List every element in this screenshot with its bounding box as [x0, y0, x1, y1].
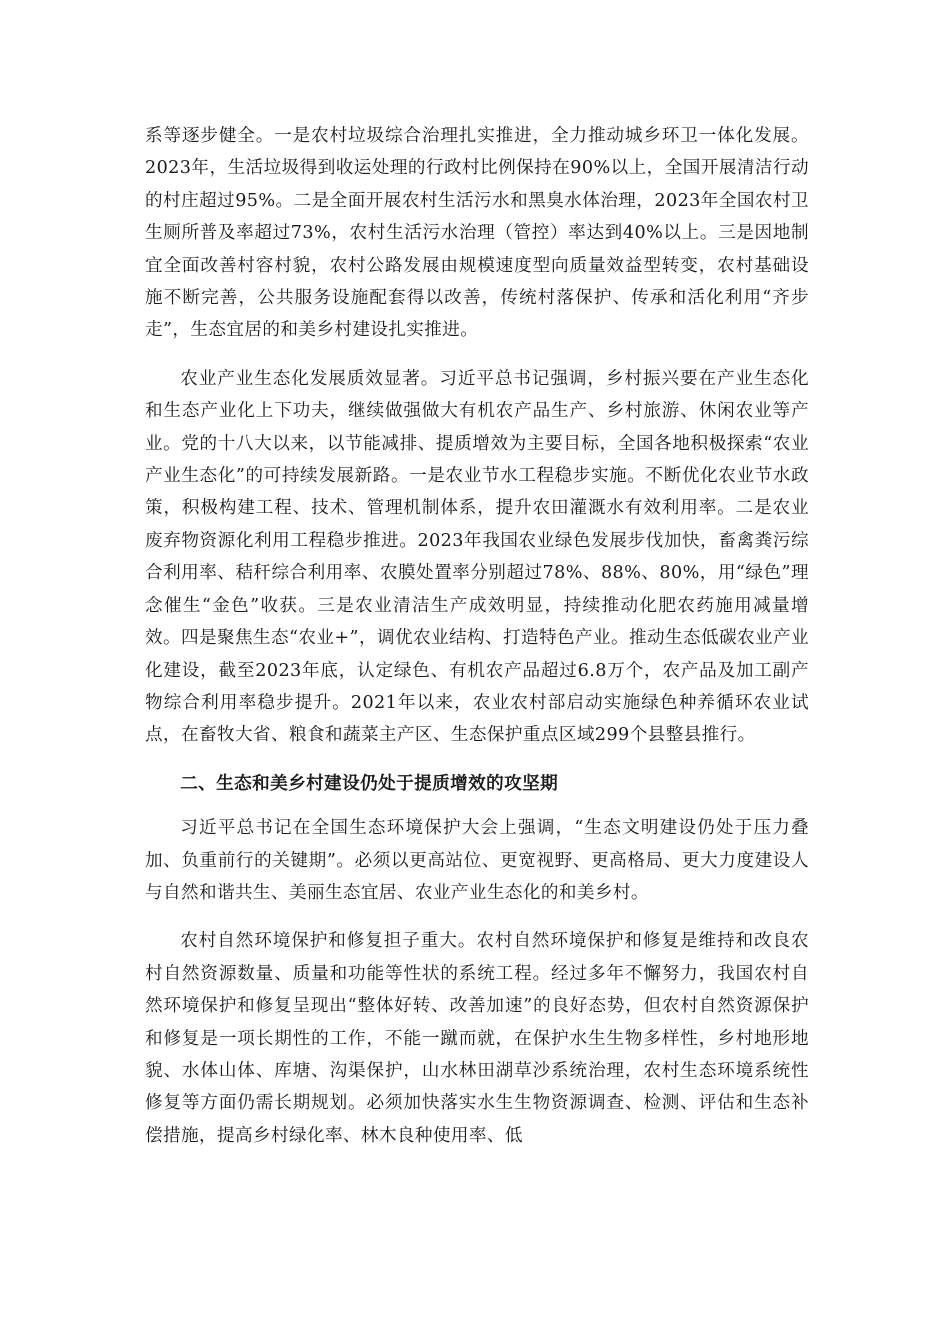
paragraph-speech-quote: 习近平总书记在全国生态环境保护大会上强调，“生态文明建设仍处于压力叠加、负重前行的关键期”。必须以更高站位、更宽视野、更高格局、更大力度建设人与自然和谐共生、美丽生态宜居、农业产业生态化的和美乡村。: [145, 818, 809, 903]
section-heading-2: 二、生态和美乡村建设仍处于提质增效的攻坚期: [180, 772, 559, 794]
document-page: [145, 120, 809, 1168]
paragraph-agri-ecology: 农业产业生态化发展质效显著。习近平总书记强调，乡村振兴要在产业生态化和生态产业化上下功夫，继续做强做大有机农产品生产、乡村旅游、休闲农业等产业。党的十八大以来，以节能减排、提质增效为主要目标，全国各地积极探索“农业产业生态化”的可持续发展新路。一是农业节水工程稳步实施。不断优化农业节水政策，积极构建工程、技术、管理机制体系，提升农田灌溉水有效利用率。二是农业废弃物资源化利用工程稳步推进。2023年我国农业绿色发展步伐加快，畜禽粪污综合利用率、秸秆综合利用率、农膜处置率分别超过78%、88%、80%，用“绿色”理念催生“金色”收获。三是农业清洁生产成效明显，持续推动化肥农药施用减量增效。四是聚焦生态“农业+”，调优农业结构、打造特色产业。推动生态低碳农业产业化建设，截至2023年底，认定绿色、有机农产品超过6.8万个，农产品及加工副产物综合利用率稳步提升。2021年以来，农业农村部启动实施绿色种养循环农业试点，在畜牧大省、粮食和蔬菜主产区、生态保护重点区域299个县整县推行。: [145, 368, 809, 746]
paragraph-nature-protection: 农村自然环境保护和修复担子重大。农村自然环境保护和修复是维持和改良农村自然资源数量、质量和功能等性状的系统工程。经过多年不懈努力，我国农村自然环境保护和修复呈现出“整体好转、改善加速”的良好态势，但农村自然资源保护和修复是一项长期性的工作，不能一蹴而就，在保护水生生物多样性，乡村地形地貌、水体山体、库塘、沟渠保护，山水林田湖草沙系统治理，农村生态环境系统性修复等方面仍需长期规划。必须加快落实水生生物资源调查、检测、评估和生态补偿措施，提高乡村绿化率、林木良种使用率、低: [145, 931, 809, 1146]
paragraph-rural-environment: 系等逐步健全。一是农村垃圾综合治理扎实推进，全力推动城乡环卫一体化发展。2023年，生活垃圾得到收运处理的行政村比例保持在90%以上，全国开展清洁行动的村庄超过95%。二是全面开展农村生活污水和黑臭水体治理，2023年全国农村卫生厕所普及率超过73%，农村生活污水治理（管控）率达到40%以上。三是因地制宜全面改善村容村貌，农村公路发展由规模速度型向质量效益型转变，农村基础设施不断完善，公共服务设施配套得以改善，传统村落保护、传承和活化利用“齐步走”，生态宜居的和美乡村建设扎实推进。: [145, 126, 809, 341]
